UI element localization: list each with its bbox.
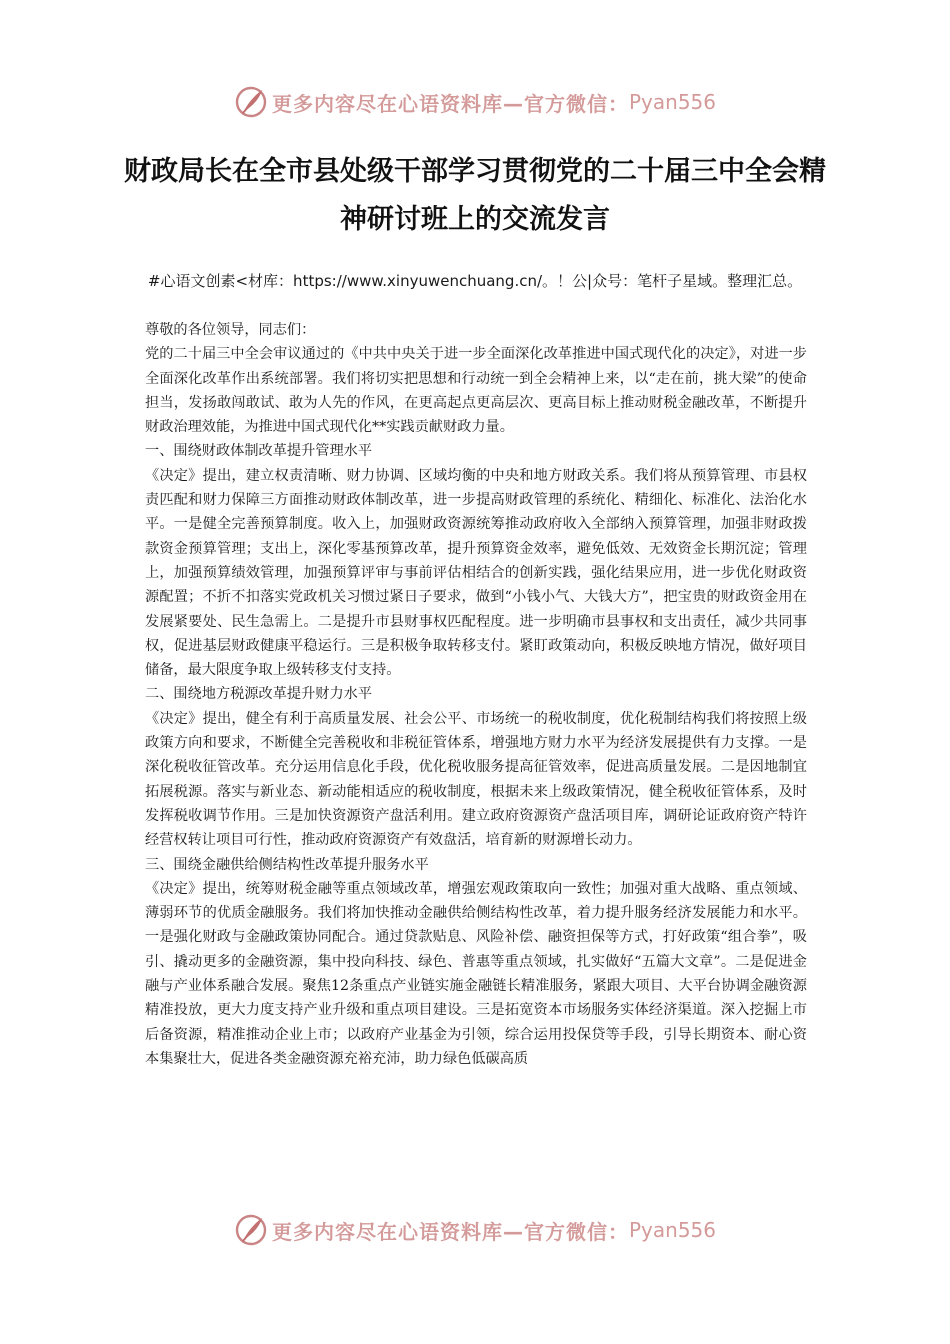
banner-contact: Pyan556 bbox=[628, 1218, 716, 1242]
banner-text: 更多内容尽在心语资料库—官方微信： bbox=[271, 91, 629, 116]
section-heading-1: 一、围绕财政体制改革提升管理水平 bbox=[145, 443, 373, 460]
intro-paragraph: 党的二十届三中全会审议通过的《中共中央关于进一步全面深化改革推进中国式现代化的决定》，对进一步全面深化改革作出系统部署。我们将切实把思想和行动统一到全会精神上来，以“走在前，挑大梁”的使命担当，发扬敢闯敢试、敢为人先的作风，在更高起点更高层次、更高目标上推动财税金融改革，不断提升财政治理效能，为推进中国式现代化**实践贡献财政力量。 bbox=[145, 346, 807, 436]
section-heading-3: 三、围绕金融供给侧结构性改革提升服务水平 bbox=[145, 856, 429, 873]
document-body bbox=[145, 318, 807, 1071]
page-title: 财政局长在全市县处级干部学习贯彻党的二十届三中全会精神研讨班上的交流发言 bbox=[124, 156, 826, 235]
source-line: #心语文创素<材库：https://www.xinyuwenchuang.cn/。！公|众号：笔杆子星域。整理汇总。 bbox=[147, 272, 803, 290]
section-heading-2: 二、围绕地方税源改革提升财力水平 bbox=[145, 686, 373, 703]
salutation: 尊敬的各位领导，同志们： bbox=[145, 322, 316, 338]
footer-banner bbox=[0, 1208, 950, 1252]
feather-logo-icon bbox=[234, 85, 268, 119]
banner-text: 更多内容尽在心语资料库—官方微信： bbox=[271, 1219, 629, 1244]
section-paragraph-2: 《决定》提出，健全有利于高质量发展、社会公平、市场统一的税收制度，优化税制结构我们将按照上级政策方向和要求，不断健全完善税收和非税征管体系，增强地方财力水平为经济发展提供有力支撑。一是深化税收征管改革。充分运用信息化手段，优化税收服务提高征管效率，促进高质量发展。二是因地制宜拓展税源。落实与新业态、新动能相适应的税收制度，根据未来上级政策情况，健全税收征管体系，及时发挥税收调节作用。三是加快资源资产盘活利用。建立政府资源资产盘活项目库，调研论证政府资产特许经营权转让项目可行性，推动政府资源资产有效盘活，培育新的财源增长动力。 bbox=[145, 710, 807, 849]
banner-contact: Pyan556 bbox=[628, 90, 716, 114]
section-paragraph-1: 《决定》提出，建立权责清晰、财力协调、区域均衡的中央和地方财政关系。我们将从预算管理、市县权责匹配和财力保障三方面推动财政体制改革，进一步提高财政管理的系统化、精细化、标准化、法治化水平。一是健全完善预算制度。收入上，加强财政资源统筹推动政府收入全部纳入预算管理，加强非财政拨款资金预算管理；支出上，深化零基预算改革，提升预算资金效率，避免低效、无效资金长期沉淀；管理上，加强预算绩效管理，加强预算评审与事前评估相结合的创新实践，强化结果应用，进一步优化财政资源配置；不折不扣落实党政机关习惯过紧日子要求，做到“小钱小气、大钱大方”，把宝贵的财政资金用在发展紧要处、民生急需上。二是提升市县财事权匹配程度。进一步明确市县事权和支出责任，减少共同事权，促进基层财政健康平稳运行。三是积极争取转移支付。紧盯政策动向，积极反映地方情况，做好项目储备，最大限度争取上级转移支付支持。 bbox=[145, 467, 807, 679]
section-paragraph-3: 《决定》提出，统筹财税金融等重点领域改革，增强宏观政策取向一致性；加强对重大战略、重点领域、薄弱环节的优质金融服务。我们将加快推动金融供给侧结构性改革，着力提升服务经济发展能力和水平。一是强化财政与金融政策协同配合。通过贷款贴息、风险补偿、融资担保等方式，打好政策“组合拳”，吸引、撬动更多的金融资源，集中投向科技、绿色、普惠等重点领域，扎实做好“五篇大文章”。二是促进金融与产业体系融合发展。聚焦12条重点产业链实施金融链长精准服务，紧跟大项目、大平台协调金融资源精准投放，更大力度支持产业升级和重点项目建设。三是拓宽资本市场服务实体经济渠道。深入挖掘上市后备资源，精准推动企业上市；以政府产业基金为引领，综合运用投保贷等手段，引导长期资本、耐心资本集聚壮大，促进各类金融资源充裕充沛，助力绿色低碳高质 bbox=[145, 880, 807, 1067]
header-banner bbox=[0, 80, 950, 124]
feather-logo-icon bbox=[234, 1213, 268, 1247]
